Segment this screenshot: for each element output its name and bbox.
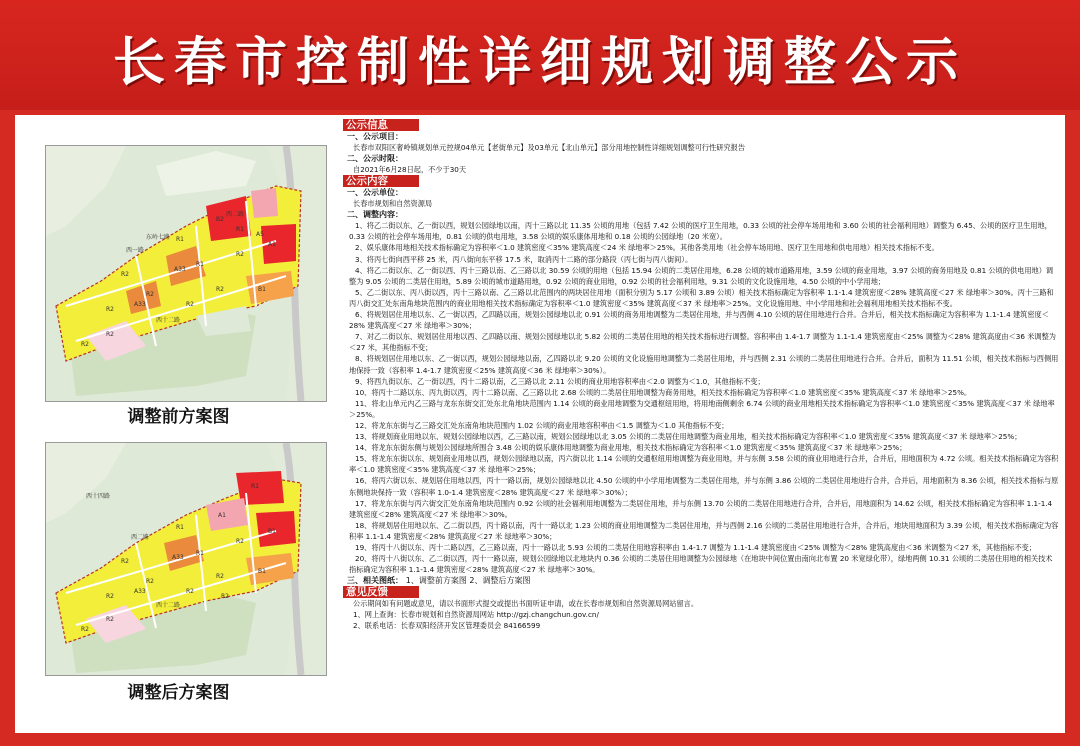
project-name: 长春市双阳区奢岭镇规划单元控规04单元【老街单元】及03单元【北山单元】部分用地控制性详细规划调整可行性研究报告 <box>353 143 746 152</box>
map-after-label: 西十二路 <box>156 602 181 609</box>
section-header-info: 公示信息 <box>343 119 419 131</box>
map-after-label: R1 <box>176 524 184 531</box>
map-after-label: A1 <box>218 512 226 519</box>
content-paragraph: 17、将龙东东街与丙六街交汇处东南角地块范围内 0.92 公顷的社会福利用地调整为二类居住用地，并与东侧 13.70 公顷的二类居住用地进行合并，合并后，用地面积为 14.62 公顷，相关技术指标确定为容积率 1.1-1.4 建筑密度＜28% 建筑高度＜27 米 绿地率＞30%。 <box>349 498 1053 519</box>
notice-text <box>343 119 1059 731</box>
content-paragraph: 4、将乙二街以东、乙一街以西、丙十三路以南、乙三路以北 30.59 公顷的用地（包括 15.94 公顷的二类居住用地，6.28 公顷的城市道路用地，3.59 公顷的商业用地，3.97 公顷的商务用地及 0.81 公顷的供电用地）调整为 9.05 公顷的二类居住用地，5.89 公顷的城市道路用地，0.92 公顷的商业用地，0.92 公顷的社会福利用地，9.31 公顷的文化设施用地，4.50 公顷的中小学用地； <box>349 265 1054 286</box>
content-paragraph: 20、将丙十八街以东、乙二街以西，丙十一路以南，规划公园绿地以北地块内 0.36 公顷的二类居住用地调整为公园绿地（在地块中间位置由南向北布置 20 米宽绿化带），绿地两侧 10.31 公顷的二类居住用地的相关技术指标确定为容积率 1.1-1.4 建筑密度＜28% 建筑高度＜27 米 绿地率＞30%。 <box>349 554 1053 575</box>
map-after-label: R2 <box>221 593 229 600</box>
section-header-feedback: 意见反馈 <box>343 586 419 598</box>
content-paragraph: 5、乙二街以东、丙八街以西，丙十三路以南、乙三路以北范围内的两块居住用地（面积分别为 5.17 公顷和 3.89 公顷）相关技术指标确定为容积率 1.1-1.4 建筑密度＜28% 建筑高度＜27 米 绿地率＞30%。丙十三路和丙八街交汇处东南角地块范围内的商业用地相关技术指标确定为容积率＜1.0 建筑密度＜35% 建筑高度＜37 米 绿地率＞25%。文化设施用地、中小学用地和社会福利用地相关技术指标不变。 <box>349 287 1054 308</box>
content-paragraph: 15、将龙东东街以东、规划商业用地以西，规划公园绿地以南，丙六街以北 1.14 公顷的交通枢纽用地调整为商业用地，并与东侧 3.58 公顷的商业用地进行合并，合并后，用地面积为 4.72 公顷。相关技术指标确定为容积率＜1.0 建筑密度＜35% 建筑高度＜37 米 绿地率＞25%； <box>349 454 1059 475</box>
time-heading: 二、公示时限： <box>347 154 403 164</box>
unit-heading: 一、公示单位： <box>347 188 403 198</box>
contact-web-label: 1、网上查询：长春市规划和自然资源局网站 <box>353 610 495 620</box>
map-before-label: A33 <box>134 301 146 308</box>
map-before-label: A1 <box>268 241 276 248</box>
section-header-content: 公示内容 <box>343 175 419 187</box>
map-before-label: 东岭七路 <box>146 234 171 241</box>
content-paragraph: 2、娱乐康体用地相关技术指标确定为容积率＜1.0 建筑密度＜35% 建筑高度＜24 米 绿地率＞25%。其他各类用地（社会停车场用地、医疗卫生用地和供电用地）相关技术指标不变。 <box>355 243 939 253</box>
map-after-label: B1 <box>268 528 276 535</box>
time-value: 自2021年6月28日起，不少于30天 <box>353 165 467 175</box>
map-after-label: 西二路 <box>131 534 150 541</box>
content-paragraph: 3、将丙七街向西平移 25 米，丙八街向东平移 17.5 米，取消丙十二路的部分路段（丙七街与丙八街间）。 <box>355 254 693 264</box>
map-before-label: R2 <box>146 291 154 298</box>
map-before-label: R1 <box>176 236 184 243</box>
content-paragraph: 13、将规划商业用地以东、规划公园绿地以西，乙三路以南，规划公园绿地以北 3.05 公顷的二类居住用地调整为商业用地，相关技术指标确定为容积率＜1.0 建筑密度＜35% 建筑高度＜37 米 绿地率＞25%； <box>355 432 1022 442</box>
map-after-label: R2 <box>186 588 194 595</box>
map-after-label: A33 <box>134 588 146 595</box>
content-heading: 二、调整内容： <box>347 210 403 220</box>
caption-after: 调整后方案图 <box>127 683 230 703</box>
content-paragraph: 9、将西九街以东、乙一街以西，丙十二路以南，乙三路以北 2.11 公顷的商业用地容积率由＜2.0 调整为＜1.0，其他指标不变； <box>355 376 765 386</box>
contact-phone <box>343 620 1059 631</box>
content-paragraph: 19、将丙十八街以东、丙十二路以西，乙三路以南，丙十一路以北 5.93 公顷的二类居住用地容积率由 1.4-1.7 调整为 1.1-1.4 建筑密度由＜25% 调整为＜28% 建筑高度由＜36 米调整为＜27 米，其他指标不变； <box>355 543 1037 552</box>
map-after-label: 西十四路 <box>86 493 111 500</box>
drawings-line <box>343 575 1059 586</box>
map-after-label: R1 <box>251 483 259 490</box>
content-paragraph: 14、将龙东东街东侧与规划公园绿地所围合 3.48 公顷的娱乐康体用地调整为商业用地，相关技术指标确定为容积率＜1.0 建筑密度＜35% 建筑高度＜37 米 绿地率＞25%； <box>355 443 907 453</box>
map-before-label: R1 <box>196 261 204 268</box>
map-after-label: R2 <box>236 538 244 545</box>
content-body <box>343 220 1059 575</box>
map-before-label: R2 <box>236 251 244 258</box>
map-before-label: R2 <box>121 271 129 278</box>
map-after-label: R2 <box>216 573 224 580</box>
content-paragraph: 11、将北山单元内乙三路与龙东东街交汇处东北角地块范围内 1.14 公顷的商业用地调整为交通枢纽用地，将用地南侧剩余 6.74 公顷的商业用地相关技术指标确定为容积率＜1.0 建筑密度＜35% 建筑高度＜37 米 绿地率＞25%。 <box>349 398 1055 419</box>
poster-title: 长春市控制性详细规划调整公示 <box>112 32 967 93</box>
map-after <box>45 442 327 676</box>
content-paragraph: 18、将规划居住用地以东、乙二街以西，丙十路以南，丙十一路以北 1.23 公顷的商业用地调整为二类居住用地，并与西侧 2.16 公顷的二类居住用地进行合并，合并后，地块用地面积为 3.39 公顷，相关技术指标确定为容积率 1.1-1.4 建筑密度＜28% 建筑高度＜27 米 绿地率＞30%； <box>349 520 1059 541</box>
drawings-heading: 三、相关图纸： <box>347 576 403 586</box>
content-paragraph: 16、将丙六街以东、规划居住用地以西，丙十一路以南，规划公园绿地以北 4.50 公顷的中小学用地调整为二类居住用地，并与东侧 3.86 公顷的二类居住用地进行合并，合并后，用地面积为 8.36 公顷，相关技术指标与原东侧地块保持一致（容积率 1.0-1.4 建筑密度＜28% 建筑高度＜27 米 绿地率＞30%）； <box>349 476 1059 497</box>
map-after-label: R2 <box>106 616 114 623</box>
map-before-label: A33 <box>174 266 186 273</box>
contact-web-url[interactable]: http://gzj.changchun.gov.cn/ <box>496 610 599 620</box>
content-paragraph: 10、将丙十二路以东、丙九街以西，丙十二路以南、乙三路以北 2.68 公顷的二类居住用地调整为商务用地，相关技术指标确定为容积率＜1.0 建筑密度＜35% 建筑高度＜37 米 绿地率＞25%。 <box>355 387 972 397</box>
content-paragraph: 7、对乙二街以东、规划居住用地以西、乙四路以南、规划公园绿地以北 5.82 公顷的二类居住用地的相关技术指标进行调整。容积率由 1.4-1.7 调整为 1.1-1.4 建筑密度由＜25% 调整为＜28% 建筑高度由＜36 米调整为＜27 米，其他指标不变； <box>349 332 1056 353</box>
contact-web <box>343 609 1059 620</box>
map-before-label: 西二路 <box>226 211 245 218</box>
map-before-label: R2 <box>106 306 114 313</box>
map-before <box>45 145 327 402</box>
map-before-label: R1 <box>236 226 244 233</box>
map-before-label: B1 <box>258 286 266 293</box>
map-after-label: R2 <box>106 593 114 600</box>
maps-column <box>15 115 342 733</box>
map-after-label: A33 <box>172 554 184 561</box>
map-after-label: R2 <box>146 578 154 585</box>
map-before-label: B2 <box>216 216 224 223</box>
unit-value: 长春市规划和自然资源局 <box>353 199 433 209</box>
map-before-label: R2 <box>216 286 224 293</box>
map-after-label: R2 <box>81 626 89 633</box>
map-before-label: 西十二路 <box>156 317 181 324</box>
map-before-label: 西一路 <box>126 247 145 254</box>
content-paragraph: 8、将规划居住用地以东、乙一街以西，规划公园绿地以南，乙四路以北 9.20 公顷的文化设施用地调整为二类居住用地，并与西侧 2.31 公顷的二类居住用地进行合并。合并后，面积为 11.51 公顷，相关技术指标与西侧用地保持一致（容积率 1.4-1.7 建筑密度＜25% 建筑高度＜36 米 绿地率＞30%）。 <box>349 354 1059 375</box>
map-before-label: R2 <box>186 301 194 308</box>
map-after-label: R1 <box>196 550 204 557</box>
content-panel <box>15 115 1065 733</box>
map-before-label: R2 <box>106 331 114 338</box>
contact-phone-number: 84166599 <box>503 621 541 631</box>
content-paragraph: 1、将乙二街以东、乙一街以西，规划公园绿地以南，丙十三路以北 11.35 公顷的用地（包括 7.42 公顷的医疗卫生用地，0.33 公顷的社会停车场用地和 3.60 公顷的社会福利用地）调整为 6.45、公顷的医疗卫生用地，0.33 公顷的社会停车场用地，0.81 公顷的供电用地，3.58 公顷的娱乐康体用地和 0.18 公顷的公园绿地（20 米宽）。 <box>349 221 1052 242</box>
map-before-label: R2 <box>81 341 89 348</box>
map-after-label: R2 <box>121 558 129 565</box>
contact-phone-label: 2、联系电话：长春双阳经济开发区管理委员会 <box>353 621 502 631</box>
content-paragraph: 6、将规划居住用地以东、乙一街以西，乙四路以南，规划公园绿地以北 0.91 公顷的商务用地调整为二类居住用地，并与西侧 4.10 公顷的居住用地进行合并。合并后，相关技术指标确定为容积率为 1.1-1.4 建筑密度＜28% 建筑高度＜27 米 绿地率＞30%； <box>349 310 1049 331</box>
feedback-text: 公示期间如有问题或意见，请以书面形式提交或提出书面听证申请，或在长春市规划和自然资源局网站留言。 <box>353 599 699 609</box>
map-after-label: B1 <box>258 568 266 575</box>
caption-before: 调整前方案图 <box>127 407 230 427</box>
project-heading: 一、公示项目： <box>347 132 403 141</box>
content-paragraph: 12、将龙东东街与乙三路交汇处东南角地块范围内 1.02 公顷的商业用地容积率由＜1.5 调整为＜1.0 其他指标不变； <box>355 420 729 430</box>
drawings-list: 1、调整前方案图 2、调整后方案图 <box>405 576 531 586</box>
map-before-label: A5 <box>256 231 264 238</box>
